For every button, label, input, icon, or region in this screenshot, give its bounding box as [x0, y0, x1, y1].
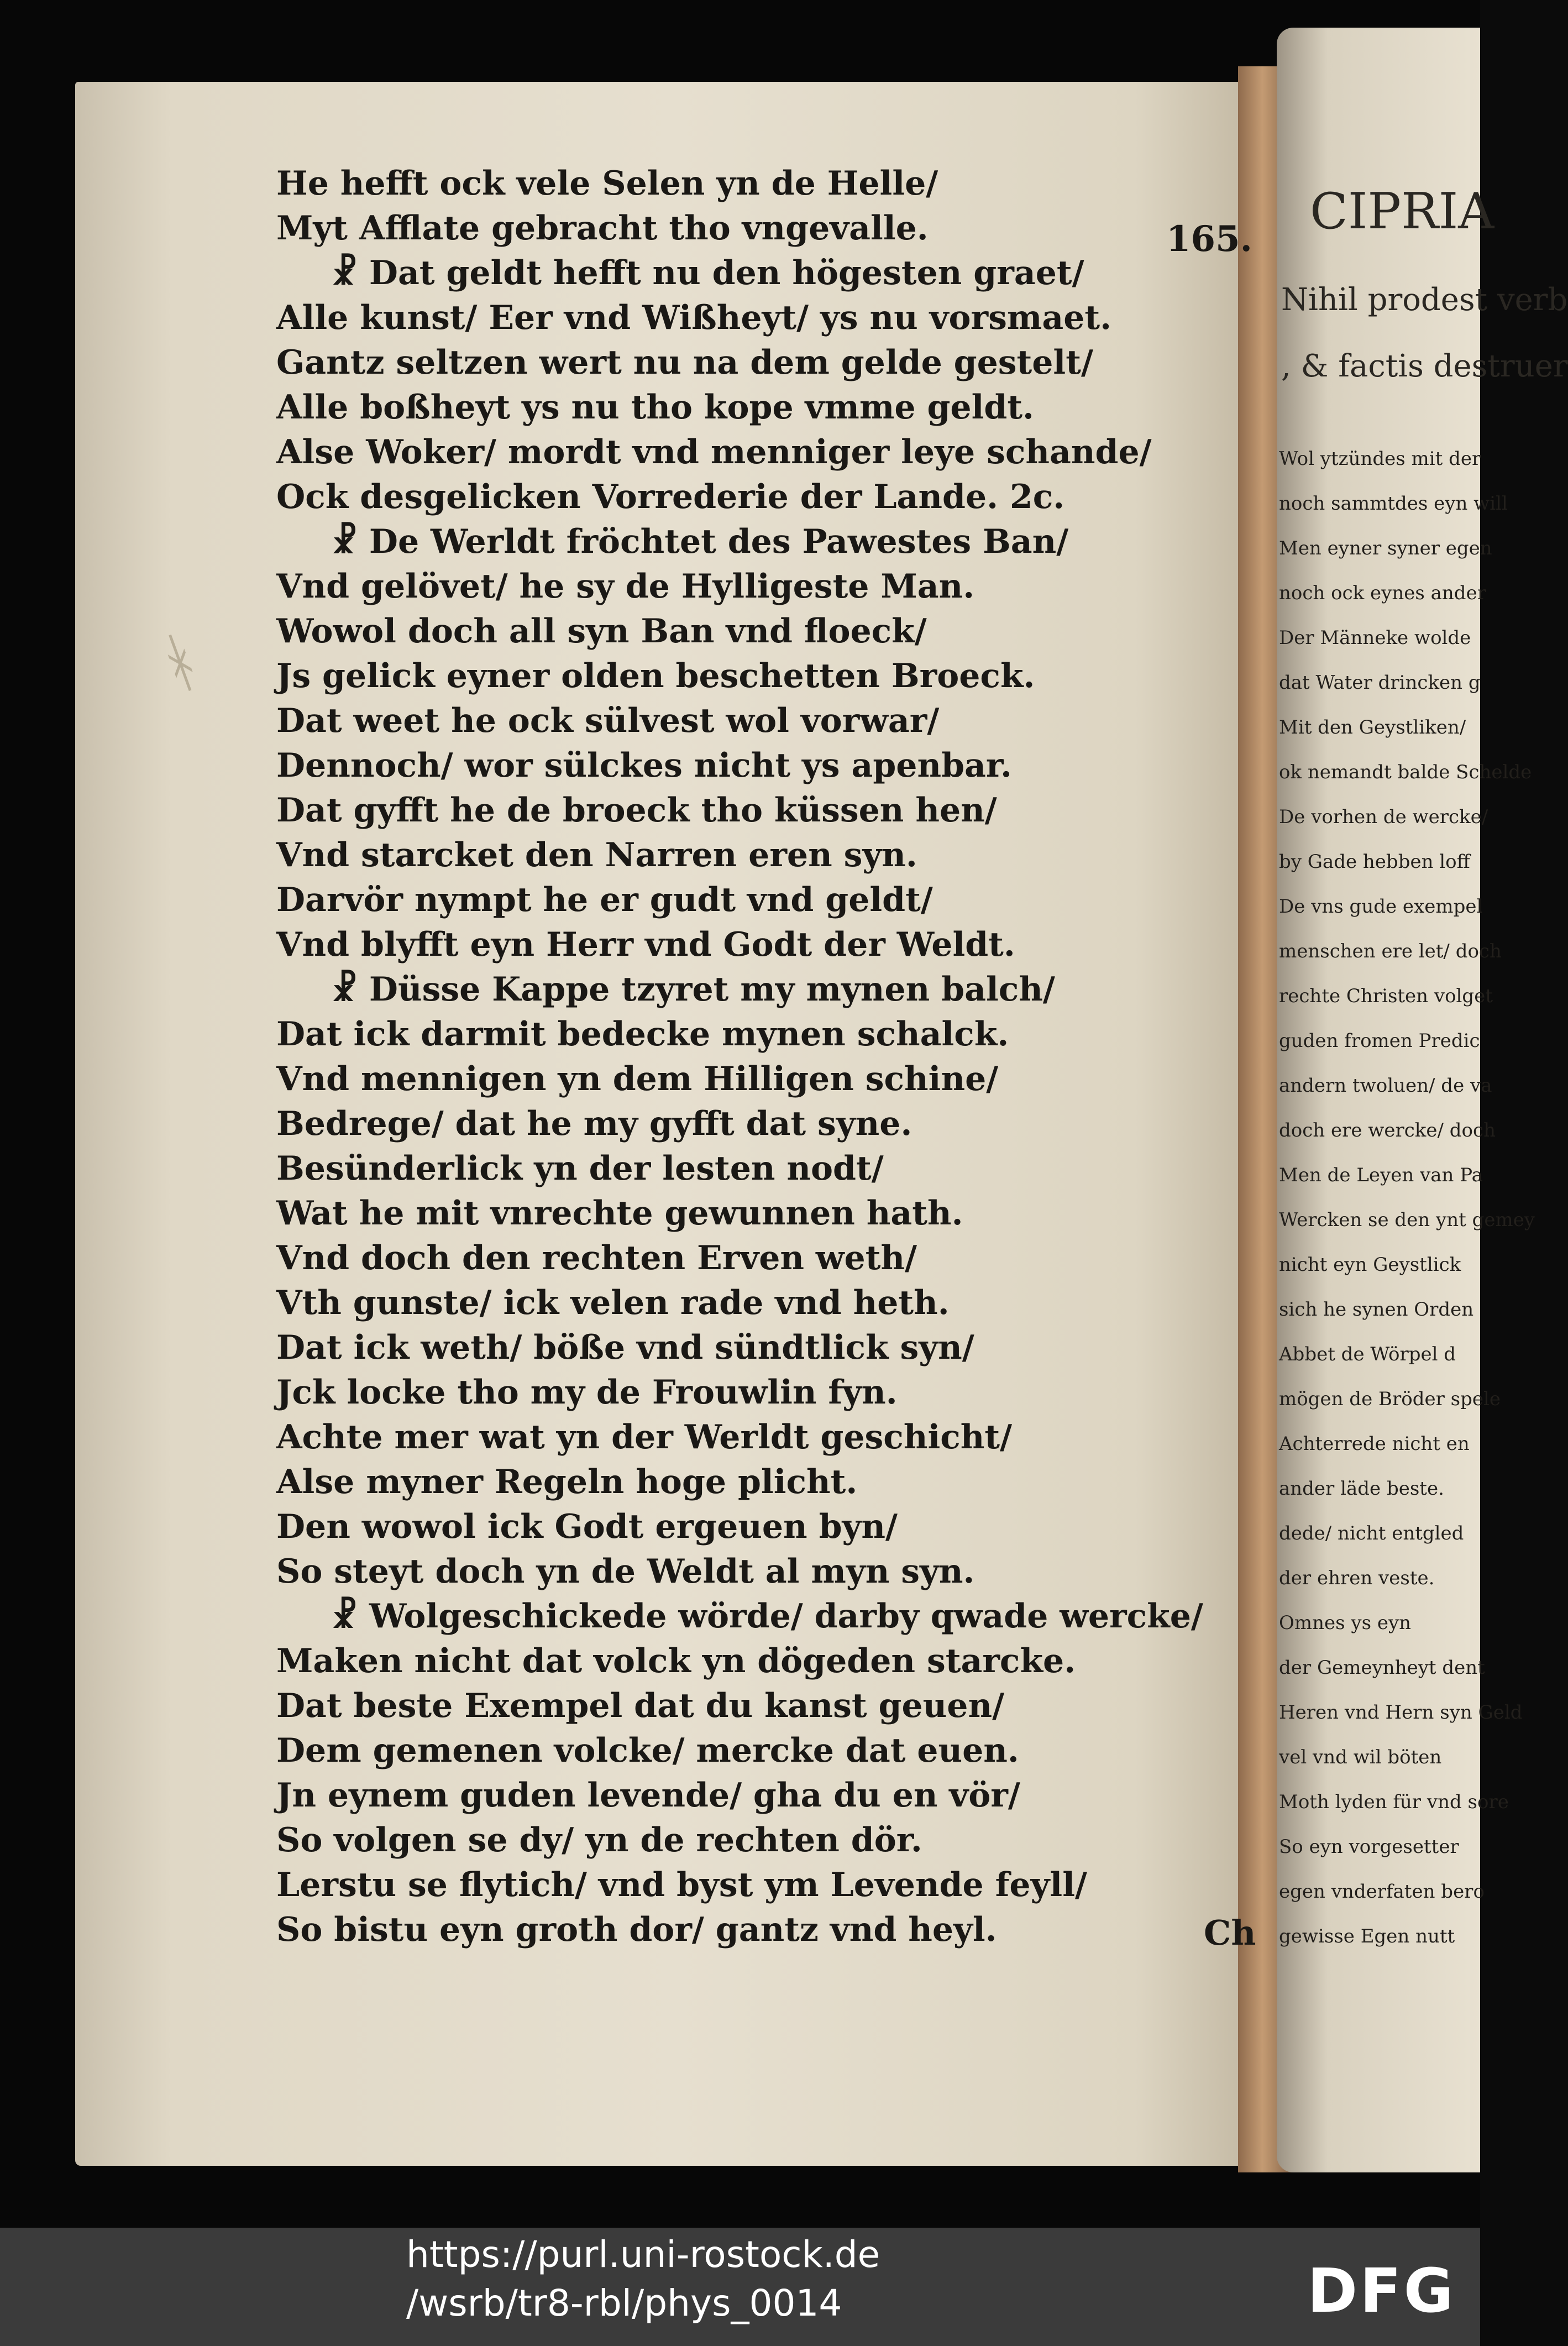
facing-page-line: ok nemandt balde Schelde [1279, 761, 1532, 783]
facing-page-line: De vorhen de wercke/ [1279, 806, 1488, 828]
right-latin-line-2: , & factis destruer [1281, 348, 1568, 384]
page-number: 165. [1166, 218, 1252, 260]
facing-page-line: Der Männeke wolde [1279, 627, 1471, 649]
facing-page-line: Heren vnd Hern syn Geld [1279, 1701, 1523, 1724]
facing-page-line: doch ere wercke/ doch [1279, 1119, 1496, 1141]
verse-line: Dat weet he ock sülvest wol vorwar/ [276, 701, 940, 740]
verse-line: Myt Afflate gebracht tho vngevalle. [276, 209, 929, 248]
right-page [1277, 28, 1568, 2172]
verse-line: Dat ick weth/ böße vnd sündtlick syn/ [276, 1328, 974, 1367]
verse-line: ☧ Wolgeschickede wörde/ darby qwade wercke/ [332, 1597, 1203, 1636]
verse-line: Vnd mennigen yn dem Hilligen schine/ [276, 1060, 999, 1098]
verse-line: Jck locke tho my de Frouwlin fyn. [276, 1373, 898, 1412]
verse-line: Dem gemenen volcke/ mercke dat euen. [276, 1731, 1019, 1770]
verse-line: Ock desgelicken Vorrederie der Lande. 2c. [276, 478, 1065, 516]
verse-line: So bistu eyn groth dor/ gantz vnd heyl. [276, 1910, 997, 1949]
dfg-logo: DFG [1307, 2255, 1456, 2326]
verse-line: Vnd blyfft eyn Herr vnd Godt der Weldt. [276, 925, 1015, 964]
verse-line: Vth gunste/ ick velen rade vnd heth. [276, 1284, 950, 1322]
facing-page-line: Wercken se den ynt gemey [1279, 1209, 1535, 1231]
facing-page-line: noch sammtdes eyn will [1279, 493, 1508, 515]
verse-line: Vnd doch den rechten Erven weth/ [276, 1239, 917, 1277]
facing-page-line: Abbet de Wörpel d [1279, 1343, 1456, 1365]
verse-line: He hefft ock vele Selen yn de Helle/ [276, 164, 938, 203]
facing-page-line: Men de Leyen van Pa [1279, 1164, 1483, 1186]
verse-line: ☧ De Werldt fröchtet des Pawestes Ban/ [332, 522, 1069, 561]
catchword: Ch [1204, 1913, 1256, 1953]
verse-line: Besünderlick yn der lesten nodt/ [276, 1149, 884, 1188]
verse-line: Maken nicht dat volck yn dögeden starcke. [276, 1642, 1076, 1680]
facing-page-line: Achterrede nicht en [1279, 1433, 1470, 1455]
verse-line: Darvör nympt he er gudt vnd geldt/ [276, 881, 933, 919]
verse-line: Bedrege/ dat he my gyfft dat syne. [276, 1104, 913, 1143]
facing-page-line: andern twoluen/ de va [1279, 1075, 1492, 1097]
verse-line: Alle boßheyt ys nu tho kope vmme geldt. [276, 388, 1034, 427]
verse-line: Den wowol ick Godt ergeuen byn/ [276, 1507, 898, 1546]
facing-page-line: nicht eyn Geystlick [1279, 1254, 1461, 1276]
facing-page-line: Moth lyden für vnd sore [1279, 1791, 1509, 1813]
verse-line: So steyt doch yn de Weldt al myn syn. [276, 1552, 975, 1591]
permalink-line-2[interactable]: /wsrb/tr8-rbl/phys_0014 [406, 2282, 842, 2324]
right-latin-line-1: Nihil prodest verb [1281, 282, 1568, 318]
verse-line: Achte mer wat yn der Werldt geschicht/ [276, 1418, 1013, 1457]
facing-page-line: guden fromen Predic [1279, 1030, 1480, 1052]
verse-line: Alse Woker/ mordt vnd menniger leye schande/ [276, 433, 1152, 472]
facing-page-line: Men eyner syner egen [1279, 537, 1492, 559]
facing-page-line: noch ock eynes ander [1279, 582, 1486, 604]
facing-page-line: egen vnderfaten bero [1279, 1881, 1485, 1903]
verse-line: Wowol doch all syn Ban vnd floeck/ [276, 612, 927, 651]
verse-line: Gantz seltzen wert nu na dem gelde gestelt/ [276, 343, 1093, 382]
verse-line: Js gelick eyner olden beschetten Broeck. [276, 657, 1035, 695]
facing-page-line: vel vnd wil böten [1279, 1746, 1442, 1768]
facing-page-line: Omnes ys eyn [1279, 1612, 1412, 1634]
margin-mark: ᚼ [148, 620, 212, 706]
facing-page-line: by Gade hebben loff [1279, 851, 1470, 873]
verse-line: Vnd gelövet/ he sy de Hylligeste Man. [276, 567, 975, 606]
verse-line: Lerstu se flytich/ vnd byst ym Levende feyll/ [276, 1866, 1087, 1904]
facing-page-line: gewisse Egen nutt [1279, 1925, 1455, 1947]
facing-page-line: So eyn vorgesetter [1279, 1836, 1459, 1858]
facing-page-line: menschen ere let/ doch [1279, 940, 1502, 962]
facing-page-line: mögen de Bröder spele [1279, 1388, 1501, 1410]
facing-page-line: rechte Christen volget [1279, 985, 1493, 1007]
facing-page-line: der Gemeynheyt dent [1279, 1657, 1485, 1679]
verse-line: Vnd starcket den Narren eren syn. [276, 836, 917, 874]
verse-line: Dennoch/ wor sülckes nicht ys apenbar. [276, 746, 1012, 785]
facing-page-line: De vns gude exempel [1279, 896, 1483, 918]
verse-line: Jn eynem guden levende/ gha du en vör/ [276, 1776, 1020, 1815]
permalink-line-1[interactable]: https://purl.uni-rostock.de [406, 2233, 880, 2276]
verse-line: Alse myner Regeln hoge plicht. [276, 1463, 858, 1501]
facing-page-line: der ehren veste. [1279, 1567, 1435, 1589]
facing-page-line: Mit den Geystliken/ [1279, 716, 1466, 739]
verse-text-block [276, 161, 1260, 1952]
facing-page-line: sich he synen Orden [1279, 1298, 1474, 1321]
facing-page-line: Wol ytzündes mit der [1279, 448, 1481, 470]
verse-line: Dat ick darmit bedecke mynen schalck. [276, 1015, 1009, 1054]
verse-line: Dat gyfft he de broeck tho küssen hen/ [276, 791, 997, 830]
facing-page-line: dede/ nicht entgled [1279, 1522, 1464, 1544]
verse-line: ☧ Düsse Kappe tzyret my mynen balch/ [332, 970, 1055, 1009]
verse-line: ☧ Dat geldt hefft nu den högesten graet/ [332, 254, 1084, 292]
facing-page-line: dat Water drincken g [1279, 672, 1481, 694]
verse-line: Alle kunst/ Eer vnd Wißheyt/ ys nu vorsmaet. [276, 299, 1112, 337]
right-text-block [1279, 437, 1535, 1959]
facing-page-line: ander läde beste. [1279, 1478, 1444, 1500]
verse-line: Dat beste Exempel dat du kanst geuen/ [276, 1687, 1004, 1725]
verse-line: So volgen se dy/ yn de rechten dör. [276, 1821, 922, 1860]
right-running-head: CIPRIA [1310, 182, 1494, 240]
verse-line: Wat he mit vnrechte gewunnen hath. [276, 1194, 963, 1233]
